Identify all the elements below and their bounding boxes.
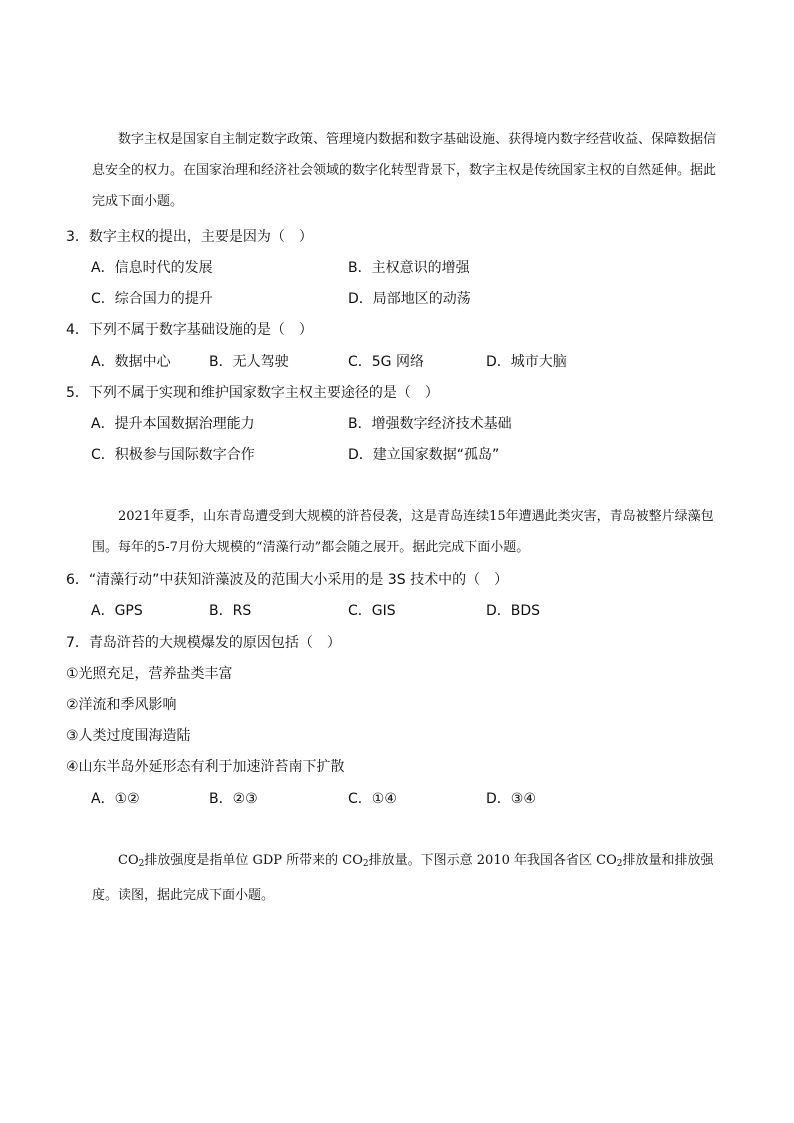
question-5-option-a: A．提升本国数据治理能力 xyxy=(91,416,255,432)
question-7-statement-1: ①光照充足，营养盐类丰富 xyxy=(66,666,233,682)
question-3-stem: 3．数字主权的提出，主要是因为（ ） xyxy=(66,229,313,245)
question-6-option-c: C．GIS xyxy=(348,603,396,619)
question-6-stem: 6．“清藻行动”中获知浒藻波及的范围大小采用的是 3S 技术中的（ ） xyxy=(66,572,509,588)
question-7-option-d: D．③④ xyxy=(486,791,536,807)
subscript-2: 2 xyxy=(138,859,145,869)
question-4-stem: 4．下列不属于数字基础设施的是（ ） xyxy=(66,322,313,338)
question-4-option-c: C．5G 网络 xyxy=(348,354,424,370)
question-6-option-a: A．GPS xyxy=(91,603,143,619)
question-7-option-a: A．①② xyxy=(91,791,140,807)
question-5-option-b: B．增强数字经济技术基础 xyxy=(348,416,512,432)
question-5-option-d: D．建立国家数据“孤岛” xyxy=(348,447,500,463)
passage-co2-text: 排放量和排放强度。读图，据此完成下面小题。 xyxy=(92,853,714,903)
subscript-2: 2 xyxy=(616,859,623,869)
question-5-option-c: C．积极参与国际数字合作 xyxy=(91,447,255,463)
question-4-option-d: D．城市大脑 xyxy=(486,354,567,370)
passage-co2-intensity xyxy=(92,845,724,911)
question-4-option-a: A．数据中心 xyxy=(91,354,171,370)
question-3-option-b: B．主权意识的增强 xyxy=(348,260,470,276)
question-7-statement-2: ②洋流和季风影响 xyxy=(66,697,177,713)
question-3-option-a: A．信息时代的发展 xyxy=(91,260,213,276)
question-6-option-b: B．RS xyxy=(209,603,252,619)
question-7-statement-3: ③人类过度围海造陆 xyxy=(66,728,191,744)
passage-co2-text: CO xyxy=(118,853,139,868)
passage-co2-text: 排放量。下图示意 2010 年我国各省区 CO xyxy=(368,853,617,868)
passage-co2-text: 排放强度是指单位 GDP 所带来的 CO xyxy=(144,853,363,868)
question-7-statement-4: ④山东半岛外延形态有利于加速浒苔南下扩散 xyxy=(66,759,345,775)
question-5-stem: 5．下列不属于实现和维护国家数字主权主要途径的是（ ） xyxy=(66,385,439,401)
question-7-option-c: C．①④ xyxy=(348,791,397,807)
question-4-option-b: B．无人驾驶 xyxy=(209,354,289,370)
question-3-option-c: C．综合国力的提升 xyxy=(91,291,213,307)
passage-digital-sovereignty: 数字主权是国家自主制定数字政策、管理境内数据和数字基础设施、获得境内数字经营收益、保障数据信息安全的权力。在国家治理和经济社会领域的数字化转型背景下，数字主权是传统国家主权的自然延伸。据此完成下面小题。 xyxy=(92,132,717,209)
passage-qingdao-algae: 2021年夏季，山东青岛遭受到大规模的浒苔侵袭，这是青岛连续15年遭遇此类灾害，青岛被整片绿藻包围。每年的5-7月份大规模的“清藻行动”都会随之展开。据此完成下面小题。 xyxy=(92,509,714,555)
question-7-option-b: B．②③ xyxy=(209,791,258,807)
subscript-2: 2 xyxy=(362,859,369,869)
question-6-option-d: D．BDS xyxy=(486,603,541,619)
question-7-stem: 7．青岛浒苔的大规模爆发的原因包括（ ） xyxy=(66,635,341,651)
question-3-option-d: D．局部地区的动荡 xyxy=(348,291,471,307)
